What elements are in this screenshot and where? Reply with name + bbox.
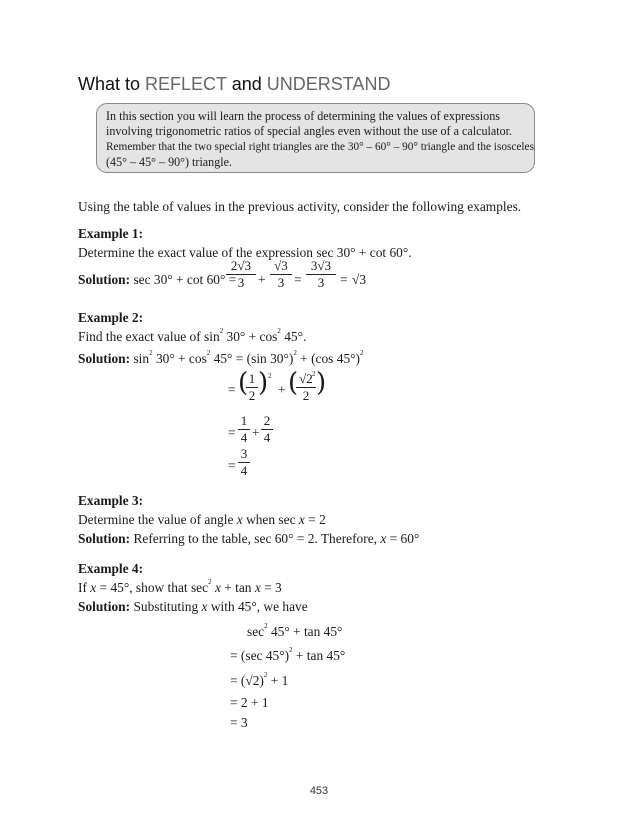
- ex4-step-3: = $(√2)^2 + 1$: [230, 671, 289, 688]
- ex1-equals-2: =: [340, 272, 348, 287]
- example-2-solution-line-1: Solution: $\sin^2 30^\circ + \cos^2 45^\circ = (\sin$ 30°)$^2$ + (cos 45°)$^2$: [78, 349, 364, 366]
- ex4-step-5: = 3: [230, 715, 248, 730]
- ex2-l3-eq: =: [228, 425, 236, 440]
- ex1-frac-2: $\frac{√3}{3}$: [270, 259, 292, 290]
- example-2-prompt: Find the exact value of $\sin^2 30^\circ + \cos^2 45^\circ$.: [78, 327, 307, 344]
- section-heading: [78, 74, 390, 95]
- ex4-step-4: = 2 + 1: [230, 695, 269, 710]
- example-2-title: Example 2:: [78, 310, 144, 325]
- example-3-title: Example 3:: [78, 493, 144, 508]
- intro-box: [96, 103, 535, 173]
- heading-pre: What to: [78, 74, 146, 94]
- example-4-title: Example 4:: [78, 561, 144, 576]
- example-1-prompt: Determine the exact value of the expression sec 30° + cot 60°.: [78, 245, 412, 260]
- ex2-l2-frac-1: $\frac{1}{2}$: [246, 372, 258, 403]
- solution-label: Solution:: [78, 531, 131, 546]
- ex1-expr: sec 30° + cot 60° =: [133, 272, 237, 287]
- ex2-l2-sq-2: 2: [312, 370, 316, 378]
- heading-reflect: REFLECT: [145, 74, 227, 94]
- ex2-l3-frac-2: $\frac{2}{4}$: [261, 414, 273, 445]
- ex1-frac-1: $\frac{2√3}{3}$: [226, 259, 256, 290]
- ex2-l4-eq: =: [228, 458, 236, 473]
- example-4-solution: Solution: Substituting x with 45°, we have: [78, 599, 308, 614]
- intro-line: involving trigonometric ratios of special angles even without the use of a calculator.: [106, 124, 513, 139]
- intro-line: Remember that the two special right triangles are the 30° – 60° – 90° triangle and the isosceles: [106, 140, 534, 153]
- solution-label: Solution:: [78, 351, 131, 366]
- ex2-l2-plus: +: [278, 382, 286, 397]
- intro-line: (45° – 45° – 90°) triangle.: [106, 155, 233, 170]
- example-1-solution: [78, 272, 236, 288]
- ex4-step-2: = (sec 45°)$^2$ + tan 45°: [230, 646, 346, 663]
- paren-close: ): [316, 368, 327, 398]
- example-1-title: Example 1:: [78, 226, 144, 241]
- ex1-result: √3: [352, 272, 367, 287]
- solution-label: Solution:: [78, 599, 131, 614]
- ex2-l3-plus: +: [252, 425, 260, 440]
- ex1-equals: =: [294, 272, 302, 287]
- ex2-l2-sq-1: 2: [268, 372, 272, 380]
- lead-text: Using the table of values in the previous activity, consider the following examples.: [78, 199, 522, 214]
- example-3-solution: Solution: Referring to the table, sec 60° = 2. Therefore, x = 60°: [78, 531, 420, 546]
- example-3-prompt: Determine the value of angle x when sec x = 2: [78, 512, 326, 527]
- intro-line: In this section you will learn the process of determining the values of expressions: [106, 109, 500, 123]
- ex2-l3-frac-1: $\frac{1}{4}$: [238, 414, 250, 445]
- heading-mid: and: [226, 74, 267, 94]
- page-number: 453: [309, 785, 329, 797]
- heading-understand: UNDERSTAND: [266, 74, 391, 94]
- example-4-prompt: If x = 45°, show that $\sec^2 x + \tan x = 3$: [78, 578, 282, 595]
- ex1-frac-3: $\frac{3√3}{3}$: [306, 259, 336, 290]
- solution-label: Solution:: [78, 272, 131, 287]
- ex2-l2-eq: =: [228, 382, 236, 397]
- ex4-step-1: $\sec^2 45^\circ + \tan 45^\circ$: [247, 622, 343, 639]
- ex1-plus: +: [258, 272, 266, 287]
- ex2-l4-frac: $\frac{3}{4}$: [238, 447, 250, 478]
- ex2-l2-frac-2: $\frac{√2}{2}$: [296, 372, 316, 403]
- paren-close: ): [258, 368, 269, 398]
- paren-open: (: [238, 368, 249, 398]
- paren-open: (: [288, 368, 299, 398]
